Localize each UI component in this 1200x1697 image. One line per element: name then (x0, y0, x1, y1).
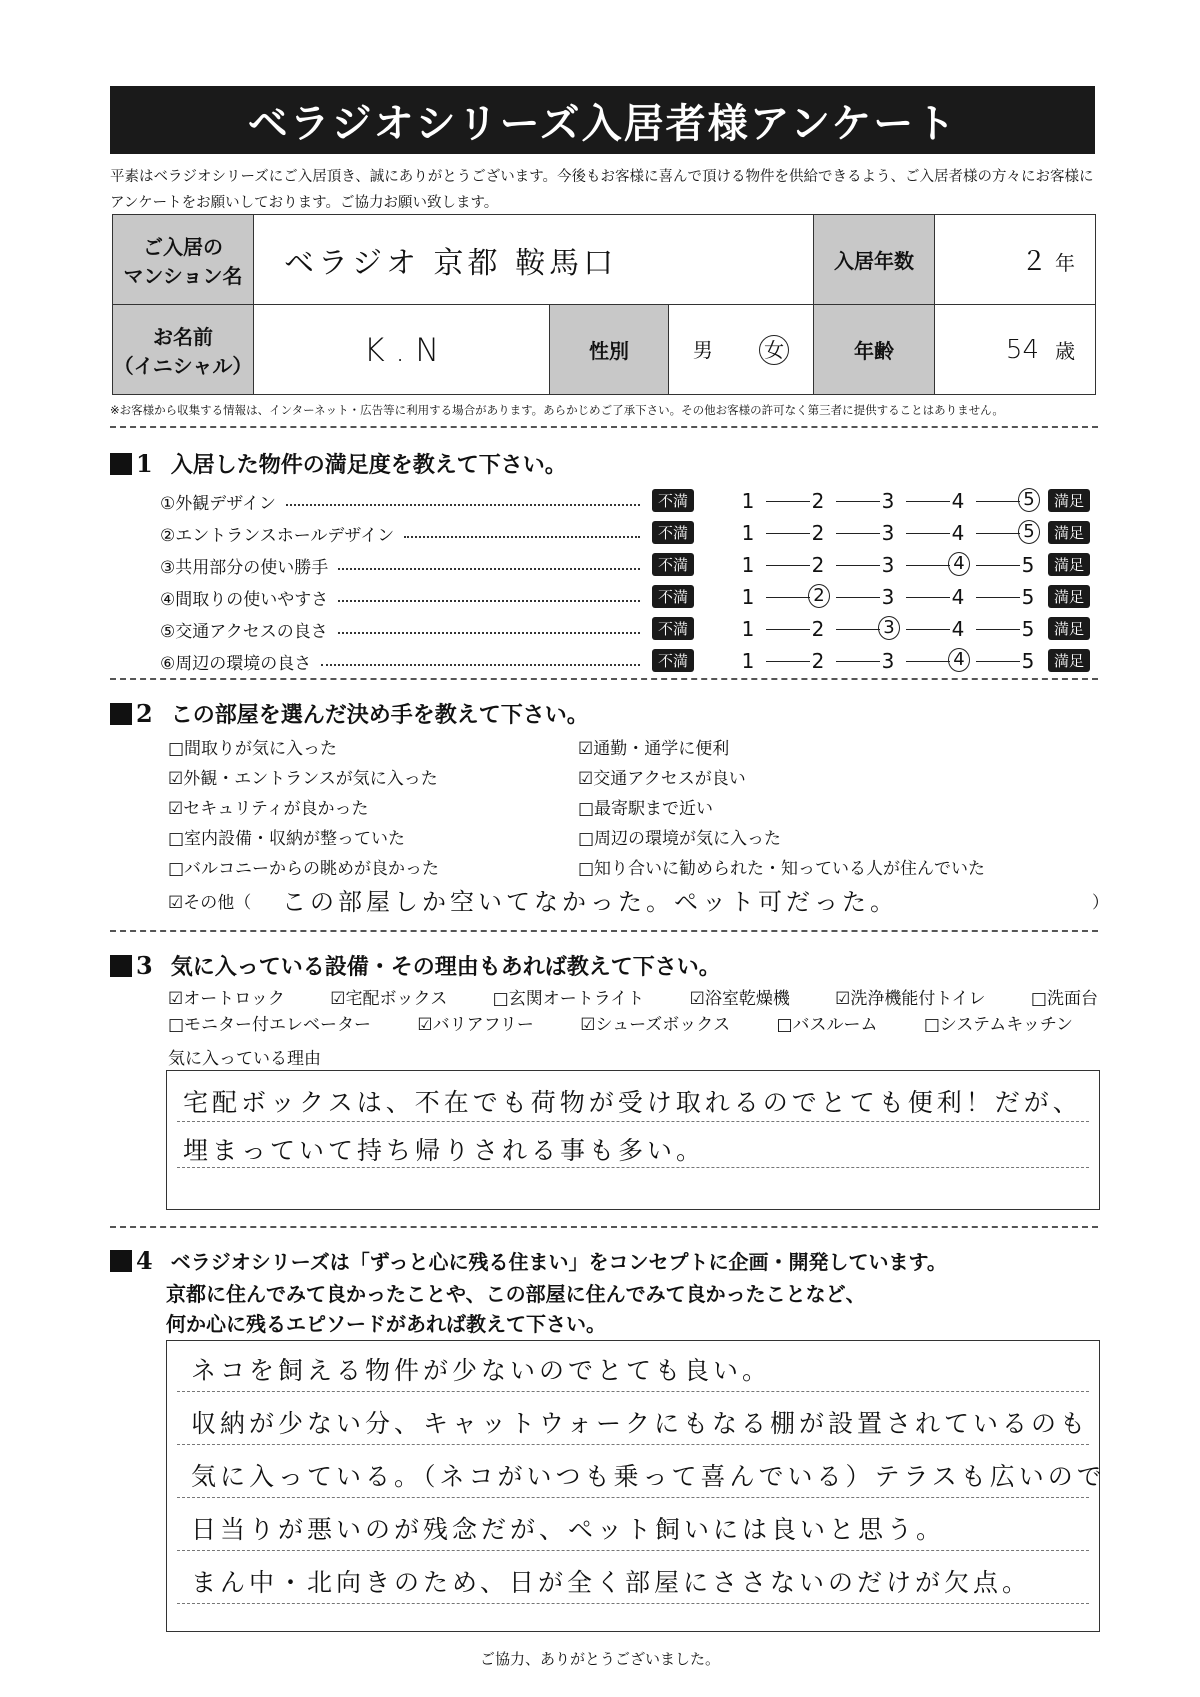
rating-option[interactable]: 5 (1021, 553, 1035, 577)
rating-option[interactable]: 4 (951, 521, 965, 545)
satisfied-tag: 満足 (1048, 489, 1090, 512)
rating-option[interactable]: 4 (951, 585, 965, 609)
q4-episode-line: まん中・北向きのため、日が全く部屋にささないのだけが欠点。 (191, 1568, 1032, 1597)
q3-equipment-option[interactable]: ☑オートロック (168, 989, 285, 1009)
rating-option[interactable]: 3 (881, 521, 895, 545)
q3-equipment-option[interactable]: ☑宅配ボックス (330, 989, 448, 1009)
dissatisfied-tag: 不満 (652, 489, 694, 512)
scale-connector (836, 501, 880, 502)
q3-equipment-option[interactable]: ☑洗浄機能付トイレ (835, 989, 986, 1009)
rating-option[interactable]: 5 (1021, 585, 1035, 609)
q1-rating-row (0, 646, 1200, 676)
scale-connector (766, 565, 810, 566)
scale-connector (976, 597, 1020, 598)
scale-connector (836, 597, 880, 598)
q2-other-value: この部屋しか空いてなかった。ペット可だった。 (282, 888, 898, 916)
scale-connector (976, 533, 1020, 534)
dissatisfied-tag: 不満 (652, 553, 694, 576)
rating-option[interactable]: 1 (741, 489, 755, 513)
q3-reason-box (166, 1070, 1100, 1210)
q1-item-label: ⑤交通アクセスの良さ (160, 622, 328, 642)
leader-dots (404, 536, 640, 538)
intro-text: 平素はベラジオシリーズにご入居頂き、誠にありがとうございます。今後もお客様に喜んで頂ける物件を供給できるよう、ご入居者様の方々にお客様にアンケートをお願いしております。ご協力お願い致します。 (110, 169, 1094, 211)
rating-option[interactable]: 4 (951, 489, 965, 513)
q2-option[interactable]: □最寄駅まで近い (578, 799, 714, 819)
divider (110, 930, 1098, 932)
q3-equipment-option[interactable]: ☑シューズボックス (580, 1015, 731, 1035)
q3-reason-line: 埋まっていて持ち帰りされる事も多い。 (183, 1136, 706, 1165)
q1-rating-row (0, 486, 1200, 516)
q3-reason-label: 気に入っている理由 (168, 1049, 321, 1069)
rating-selected[interactable]: 4 (948, 648, 970, 672)
rating-option[interactable]: 1 (741, 617, 755, 641)
divider (110, 678, 1098, 680)
ruled-line (177, 1444, 1089, 1445)
rating-option[interactable]: 3 (881, 553, 895, 577)
dissatisfied-tag: 不満 (652, 649, 694, 672)
q4-heading-line-3: 何か心に残るエピソードがあれば教えて下さい。 (166, 1312, 606, 1336)
q1-item-label: ②エントランスホールデザイン (160, 526, 395, 546)
leader-dots (338, 568, 640, 570)
mansion-label: ご入居の マンション名 (113, 215, 254, 305)
q4-episode-line: 日当りが悪いのが残念だが、ペット飼いには良いと思う。 (191, 1515, 946, 1544)
scale-connector (906, 533, 950, 534)
rating-selected[interactable]: 5 (1018, 520, 1040, 544)
satisfied-tag: 満足 (1048, 521, 1090, 544)
scale-connector (836, 629, 880, 630)
ruled-line (177, 1497, 1089, 1498)
leader-dots (321, 664, 640, 666)
scale-connector (976, 629, 1020, 630)
scale-connector (766, 597, 810, 598)
q1-item-label: ⑥周辺の環境の良さ (160, 654, 312, 674)
q2-heading: 2 この部屋を選んだ決め手を教えて下さい。 (110, 698, 589, 729)
scale-connector (906, 597, 950, 598)
q3-equipment-option[interactable]: □玄関オートライト (492, 989, 645, 1009)
q2-option[interactable]: ☑外観・エントランスが気に入った (168, 769, 438, 789)
rating-option[interactable]: 1 (741, 521, 755, 545)
q1-item-label: ③共用部分の使い勝手 (160, 558, 329, 578)
q2-other-close: ） (1092, 893, 1109, 913)
q4-episode-line: 収納が少ない分、キャットウォークにもなる棚が設置されているのも (191, 1409, 1090, 1438)
rating-option[interactable]: 3 (881, 489, 895, 513)
q4-heading-line-2: 京都に住んでみて良かったことや、この部屋に住んでみて良かったことなど、 (166, 1282, 866, 1306)
q1-item-label: ①外観デザイン (160, 494, 277, 514)
leader-dots (338, 632, 640, 634)
rating-option[interactable]: 2 (811, 521, 825, 545)
q3-equipment-option[interactable]: □システムキッチン (923, 1015, 1073, 1035)
ruled-line (177, 1550, 1089, 1551)
scale-connector (766, 629, 810, 630)
scale-connector (836, 661, 880, 662)
q1-item-label: ④間取りの使いやすさ (160, 590, 329, 610)
scale-connector (976, 661, 1020, 662)
rating-option[interactable]: 3 (881, 585, 895, 609)
rating-option[interactable]: 5 (1021, 649, 1035, 673)
scale-connector (906, 629, 950, 630)
q3-equipment-option[interactable]: □洗面台 (1030, 989, 1098, 1009)
rating-option[interactable]: 1 (741, 553, 755, 577)
q3-equipment-row-2 (168, 1010, 1073, 1035)
q3-heading: 3 気に入っている設備・その理由もあれば教えて下さい。 (110, 950, 721, 981)
age-label: 年齢 (814, 305, 935, 395)
name-label: お名前 （イニシャル） (113, 305, 254, 395)
q2-option[interactable]: ☑セキュリティが良かった (168, 799, 369, 819)
rating-option[interactable]: 2 (811, 649, 825, 673)
q2-option[interactable]: ☑通勤・通学に便利 (578, 739, 730, 759)
rating-option[interactable]: 2 (811, 617, 825, 641)
q3-equipment-option[interactable]: ☑浴室乾燥機 (689, 989, 790, 1009)
leader-dots (286, 504, 640, 506)
privacy-notice: ※お客様から収集する情報は、インターネット・広告等に利用する場合があります。あらかじめご了承下さい。その他お客様の許可なく第三者に提供することはありません。 (110, 403, 1004, 417)
ruled-line (177, 1391, 1089, 1392)
q3-equipment-option[interactable]: □バスルーム (776, 1015, 878, 1035)
rating-selected[interactable]: 2 (808, 584, 830, 608)
rating-option[interactable]: 5 (1021, 617, 1035, 641)
satisfied-tag: 満足 (1048, 617, 1090, 640)
scale-connector (976, 501, 1020, 502)
q3-equipment-row-1 (168, 984, 1098, 1009)
rating-option[interactable]: 1 (741, 649, 755, 673)
dissatisfied-tag: 不満 (652, 617, 694, 640)
info-table (112, 214, 1096, 395)
q2-other-label: ☑その他（ (168, 893, 252, 913)
rating-option[interactable]: 3 (881, 649, 895, 673)
rating-option[interactable]: 4 (951, 617, 965, 641)
q2-option[interactable]: □バルコニーからの眺めが良かった (168, 859, 440, 879)
q2-option[interactable]: □周辺の環境が気に入った (578, 829, 782, 849)
scale-connector (906, 565, 950, 566)
rating-selected[interactable]: 4 (948, 552, 970, 576)
gender-label: 性別 (550, 305, 669, 395)
q4-heading: 4 ベラジオシリーズは「ずっと心に残る住まい」をコンセプトに企画・開発しています。 (110, 1246, 947, 1275)
divider (110, 1226, 1098, 1228)
mansion-value: ベラジオ 京都 鞍馬口 (254, 215, 814, 305)
q1-heading: 1 入居した物件の満足度を教えて下さい。 (110, 448, 567, 479)
dissatisfied-tag: 不満 (652, 521, 694, 544)
scale-connector (976, 565, 1020, 566)
q3-equipment-option[interactable]: ☑バリアフリー (417, 1015, 534, 1035)
rating-option[interactable]: 1 (741, 585, 755, 609)
scale-connector (766, 661, 810, 662)
q2-option[interactable]: □間取りが気に入った (168, 739, 338, 759)
gender-options: 男 女 (669, 305, 814, 395)
rating-selected[interactable]: 3 (878, 616, 900, 640)
leader-dots (338, 600, 640, 602)
satisfied-tag: 満足 (1048, 553, 1090, 576)
scale-connector (836, 565, 880, 566)
scale-connector (766, 501, 810, 502)
footer-thanks: ご協力、ありがとうございました。 (479, 1650, 720, 1668)
q3-equipment-option[interactable]: □モニター付エレベーター (168, 1015, 372, 1035)
name-value: K . N (254, 305, 550, 395)
age-value: 54 歳 (935, 305, 1096, 395)
scale-connector (836, 533, 880, 534)
q1-rating-row (0, 518, 1200, 548)
rating-option[interactable]: 2 (811, 489, 825, 513)
q4-episode-line: 気に入っている。（ネコがいつも乗って喜んでいる）テラスも広いので (191, 1462, 1106, 1491)
q2-option[interactable]: □室内設備・収納が整っていた (168, 829, 406, 849)
scale-connector (766, 533, 810, 534)
q2-option[interactable]: ☑交通アクセスが良い (578, 769, 746, 789)
page-title: ベラジオシリーズ入居者様アンケート (110, 86, 1095, 154)
q4-episode-box (166, 1340, 1106, 1632)
satisfied-tag: 満足 (1048, 585, 1090, 608)
q4-episode-line: ネコを飼える物件が少ないのでとても良い。 (191, 1356, 772, 1385)
rating-option[interactable]: 2 (811, 553, 825, 577)
scale-connector (906, 501, 950, 502)
years-label: 入居年数 (814, 215, 935, 305)
q1-rating-row (0, 550, 1200, 580)
q1-rating-row (0, 582, 1200, 612)
q1-rating-row (0, 614, 1200, 644)
satisfied-tag: 満足 (1048, 649, 1090, 672)
q2-option[interactable]: □知り合いに勧められた・知っている人が住んでいた (578, 859, 986, 879)
ruled-line (177, 1603, 1089, 1604)
rating-selected[interactable]: 5 (1018, 488, 1040, 512)
scale-connector (906, 661, 950, 662)
years-value: ２ 年 (935, 215, 1096, 305)
divider (110, 426, 1098, 428)
dissatisfied-tag: 不満 (652, 585, 694, 608)
q3-reason-line: 宅配ボックスは、不在でも荷物が受け取れるのでとても便利！だが、 (183, 1088, 1082, 1117)
